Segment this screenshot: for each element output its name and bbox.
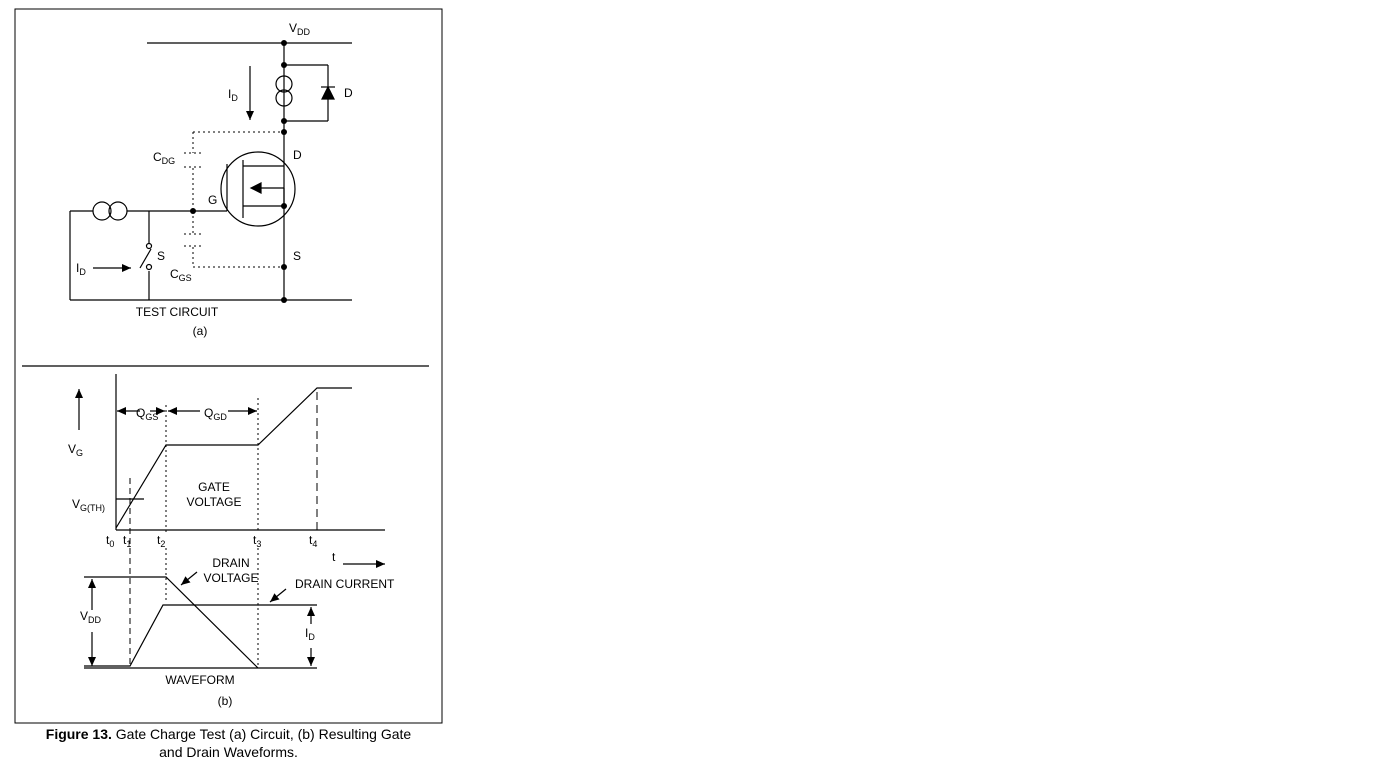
- diode-symbol: [322, 87, 334, 99]
- vg-label: $V_G$: [68, 442, 84, 458]
- cgs-label: $C_{GS}$: [170, 267, 192, 283]
- waveform-graph: [84, 374, 385, 668]
- drain-voltage-label-1: DRAIN: [212, 556, 250, 570]
- time-axis-label: t: [332, 550, 336, 564]
- id-top-label: $I_D$: [228, 87, 238, 103]
- vdd-label: $V_{DD}$: [289, 21, 311, 37]
- tick-t3: $t_3$: [253, 533, 262, 549]
- gate-voltage-label-2: VOLTAGE: [186, 495, 242, 509]
- drain-voltage-curve: [84, 577, 258, 668]
- parasitic-capacitances: [184, 132, 284, 267]
- drain-voltage-label-2: VOLTAGE: [203, 571, 259, 585]
- switch-label: S: [157, 249, 166, 263]
- test-circuit-title: TEST CIRCUIT: [135, 305, 219, 319]
- tick-t0: $t_0$: [106, 533, 115, 549]
- part-b-label: (b): [217, 694, 233, 708]
- id-left-label: $I_D$: [76, 261, 86, 277]
- qgd-label: $Q_{GD}$: [204, 406, 227, 422]
- caption-line-1: Gate Charge Test (a) Circuit, (b) Resulting Gate: [111, 726, 412, 742]
- waveform-title: WAVEFORM: [165, 673, 235, 687]
- caption-line-2: and Drain Waveforms.: [159, 744, 298, 760]
- test-circuit: [70, 43, 352, 300]
- tick-t4: $t_4$: [309, 533, 318, 549]
- vgth-label: $V_{G(TH)}$: [72, 497, 106, 513]
- part-a-label: (a): [192, 324, 208, 338]
- tick-t2: $t_2$: [157, 533, 166, 549]
- cdg-label: $C_{DG}$: [153, 150, 176, 166]
- source-label: S: [293, 249, 302, 263]
- circuit-nodes: [190, 40, 287, 303]
- diode-label: D: [344, 86, 353, 100]
- drain-current-curve: [84, 605, 317, 666]
- id-waveform-label: $I_D$: [305, 626, 315, 642]
- qgs-label: $Q_{GS}$: [136, 406, 159, 422]
- tick-t1: $t_1$: [123, 533, 132, 549]
- drain-label: D: [293, 148, 302, 162]
- drain-current-label: DRAIN CURRENT: [295, 577, 395, 591]
- gate-label: G: [208, 193, 218, 207]
- gate-voltage-label-1: GATE: [198, 480, 230, 494]
- figure-number: Figure 13.: [45, 726, 112, 742]
- vdd-waveform-label: $V_{DD}$: [80, 609, 102, 625]
- figure-caption: [15, 725, 442, 761]
